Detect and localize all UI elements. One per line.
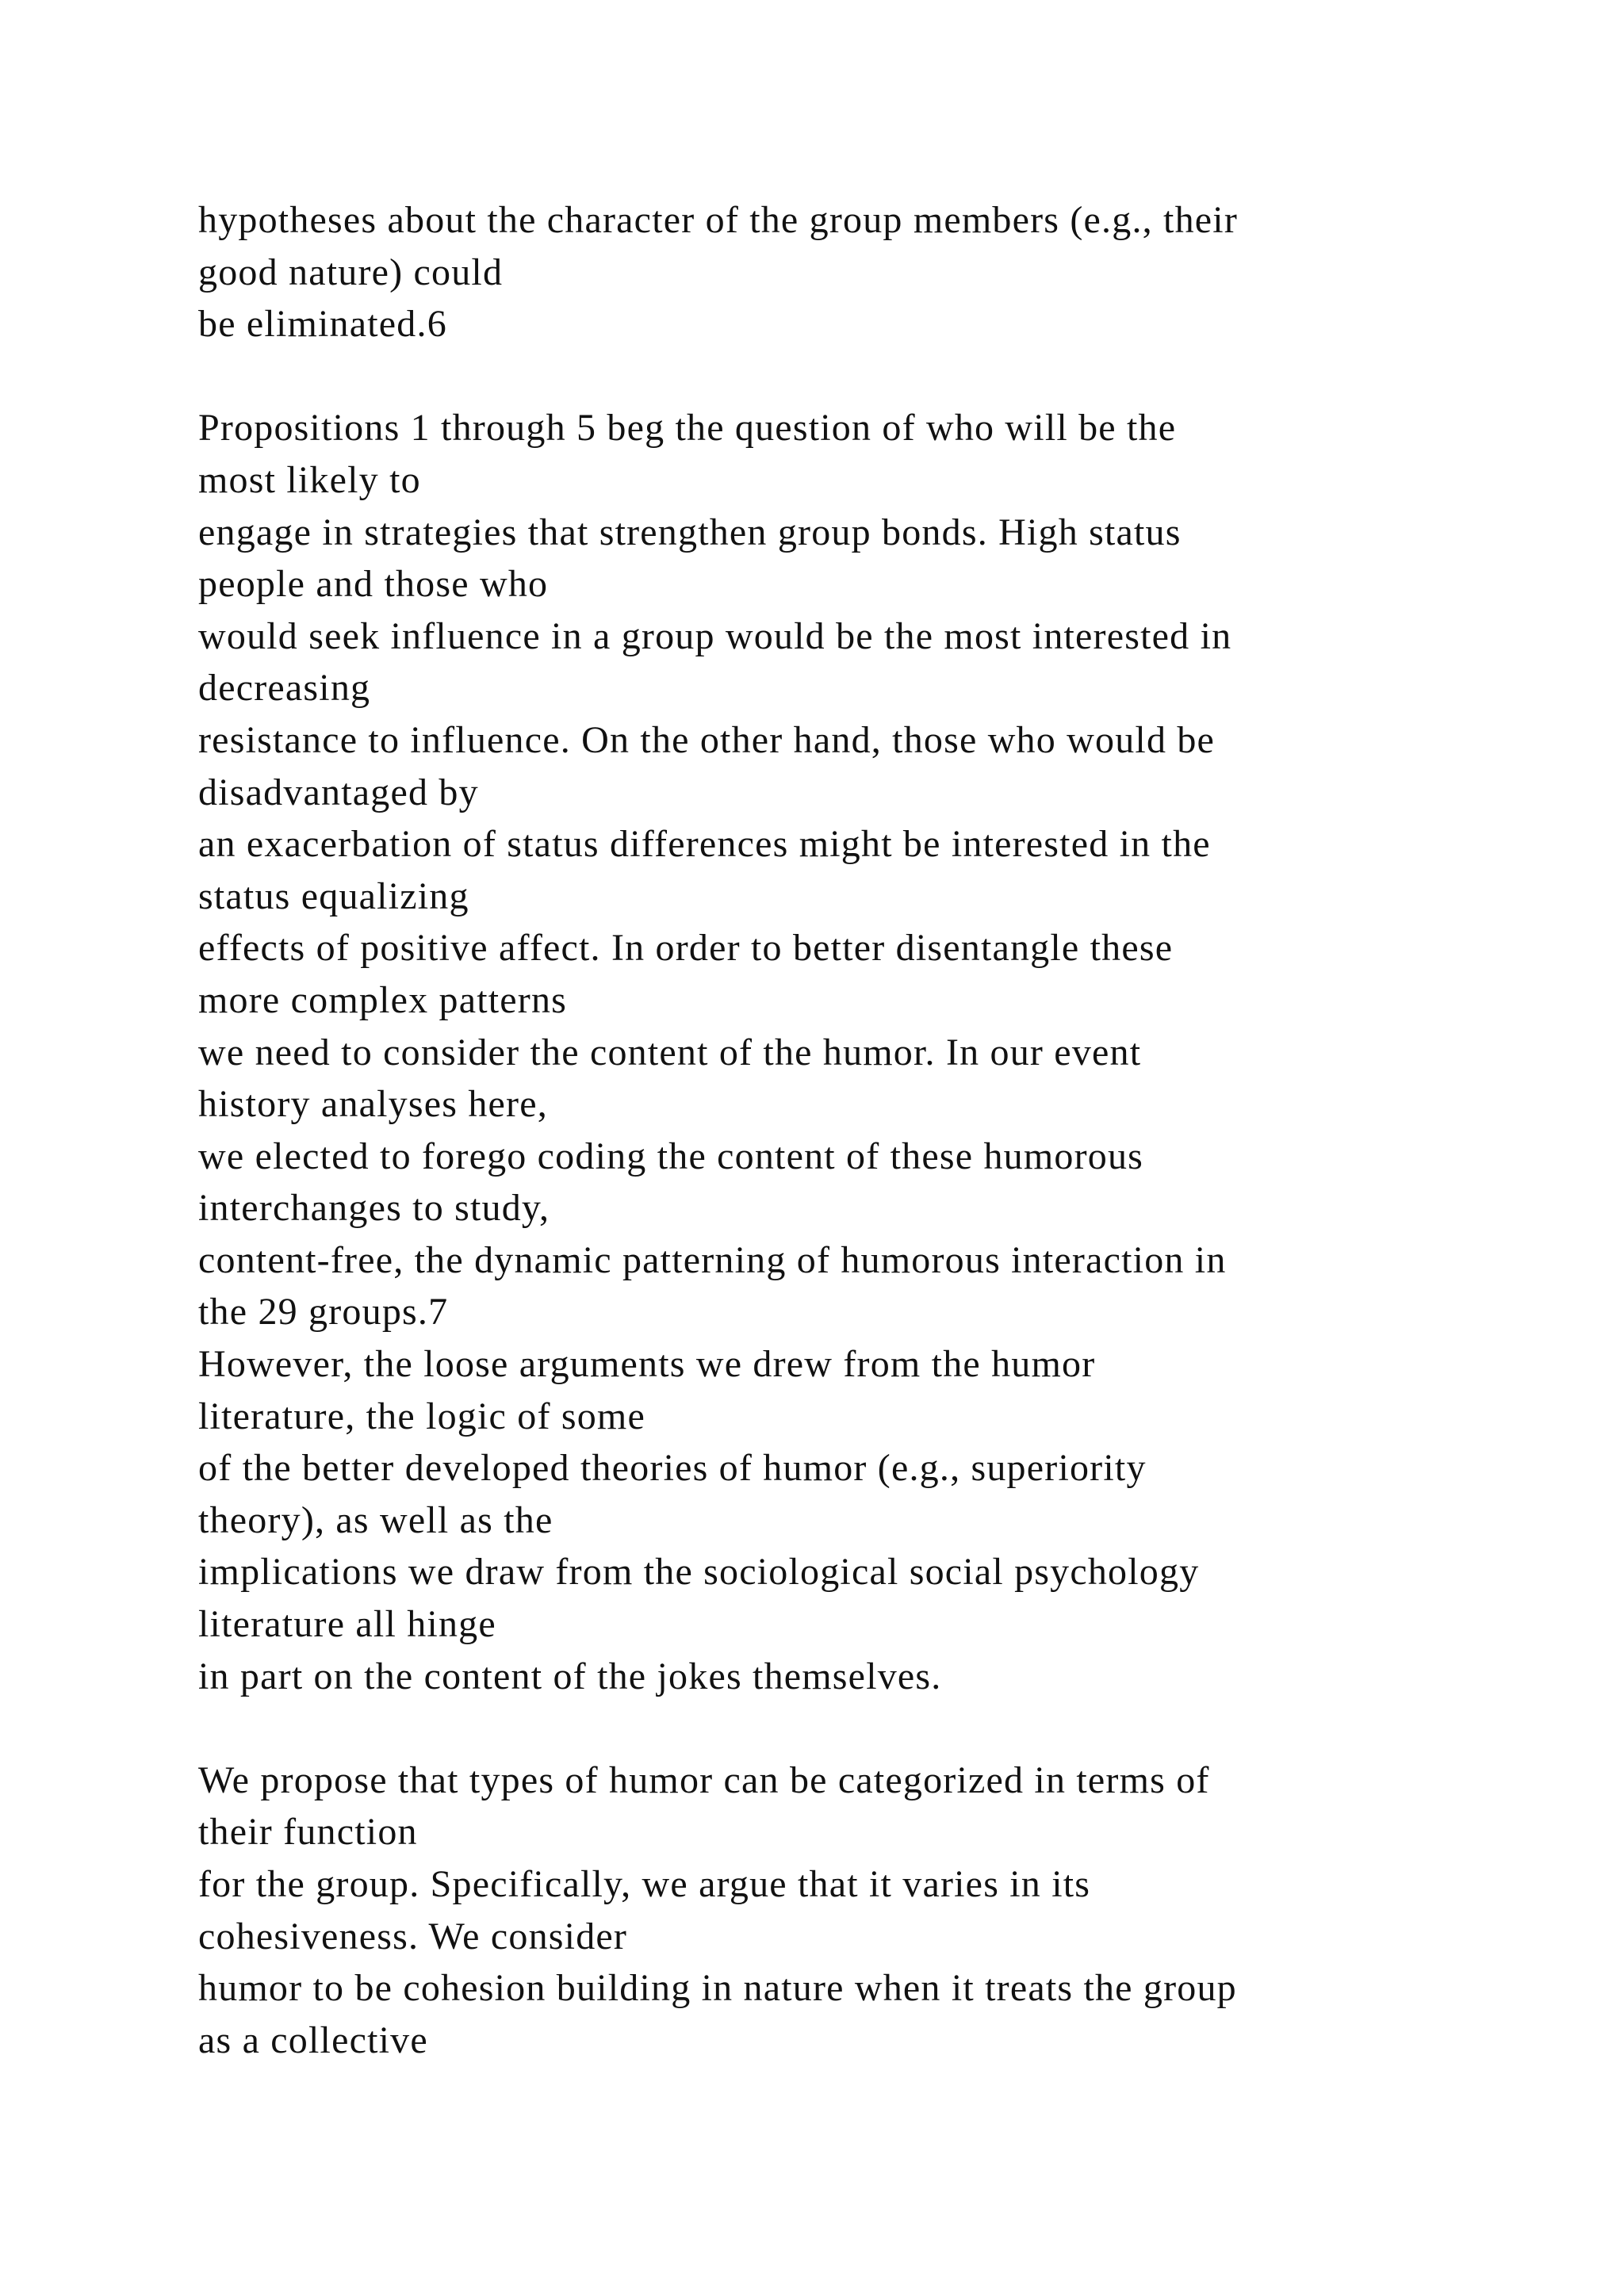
- document-body: [198, 194, 1546, 2066]
- text-line: history analyses here,: [198, 1083, 548, 1126]
- text-line: hypotheses about the character of the group members (e.g., their: [198, 199, 1239, 241]
- text-line: more complex patterns: [198, 978, 568, 1021]
- text-line: Propositions 1 through 5 beg the question of who will be the: [198, 407, 1177, 450]
- text-line: theory), as well as the: [198, 1498, 553, 1541]
- text-line: literature, the logic of some: [198, 1395, 645, 1437]
- text-line: implications we draw from the sociological social psychology: [198, 1551, 1200, 1594]
- paragraph-1: [198, 194, 1546, 350]
- text-line: we elected to forego coding the content of these humorous: [198, 1135, 1144, 1177]
- text-line: literature all hinge: [198, 1603, 496, 1646]
- paragraph-3: [198, 1755, 1546, 2067]
- text-line: interchanges to study,: [198, 1187, 550, 1230]
- paragraph-spacer: [198, 1702, 1546, 1755]
- text-line: an exacerbation of status differences might be interested in the: [198, 823, 1211, 866]
- text-line: be eliminated.6: [198, 303, 447, 346]
- paragraph-spacer: [198, 350, 1546, 403]
- text-line: would seek influence in a group would be the most interested in: [198, 614, 1232, 657]
- text-line: as a collective: [198, 2019, 428, 2061]
- text-line: people and those who: [198, 563, 549, 606]
- text-line: resistance to influence. On the other hand, those who would be: [198, 718, 1216, 761]
- text-line: in part on the content of the jokes themselves.: [198, 1655, 942, 1697]
- text-line: effects of positive affect. In order to better disentangle these: [198, 927, 1174, 970]
- text-line: most likely to: [198, 458, 421, 501]
- text-line: their function: [198, 1811, 418, 1854]
- text-line: decreasing: [198, 667, 371, 710]
- text-line: engage in strategies that strengthen group bonds. High status: [198, 511, 1182, 553]
- text-line: we need to consider the content of the humor. In our event: [198, 1031, 1142, 1073]
- text-line: of the better developed theories of humor (e.g., superiority: [198, 1447, 1147, 1490]
- text-line: the 29 groups.7: [198, 1291, 449, 1334]
- text-line: status equalizing: [198, 874, 469, 917]
- text-line: We propose that types of humor can be categorized in terms of: [198, 1758, 1210, 1801]
- paragraph-2: [198, 402, 1546, 1702]
- text-line: However, the loose arguments we drew from the humor: [198, 1343, 1096, 1386]
- text-line: good nature) could: [198, 251, 504, 293]
- text-line: for the group. Specifically, we argue that it varies in its: [198, 1863, 1091, 1905]
- text-line: disadvantaged by: [198, 771, 479, 813]
- text-line: humor to be cohesion building in nature when it treats the group: [198, 1967, 1237, 2010]
- text-line: cohesiveness. We consider: [198, 1915, 628, 1957]
- text-line: content-free, the dynamic patterning of humorous interaction in: [198, 1238, 1227, 1281]
